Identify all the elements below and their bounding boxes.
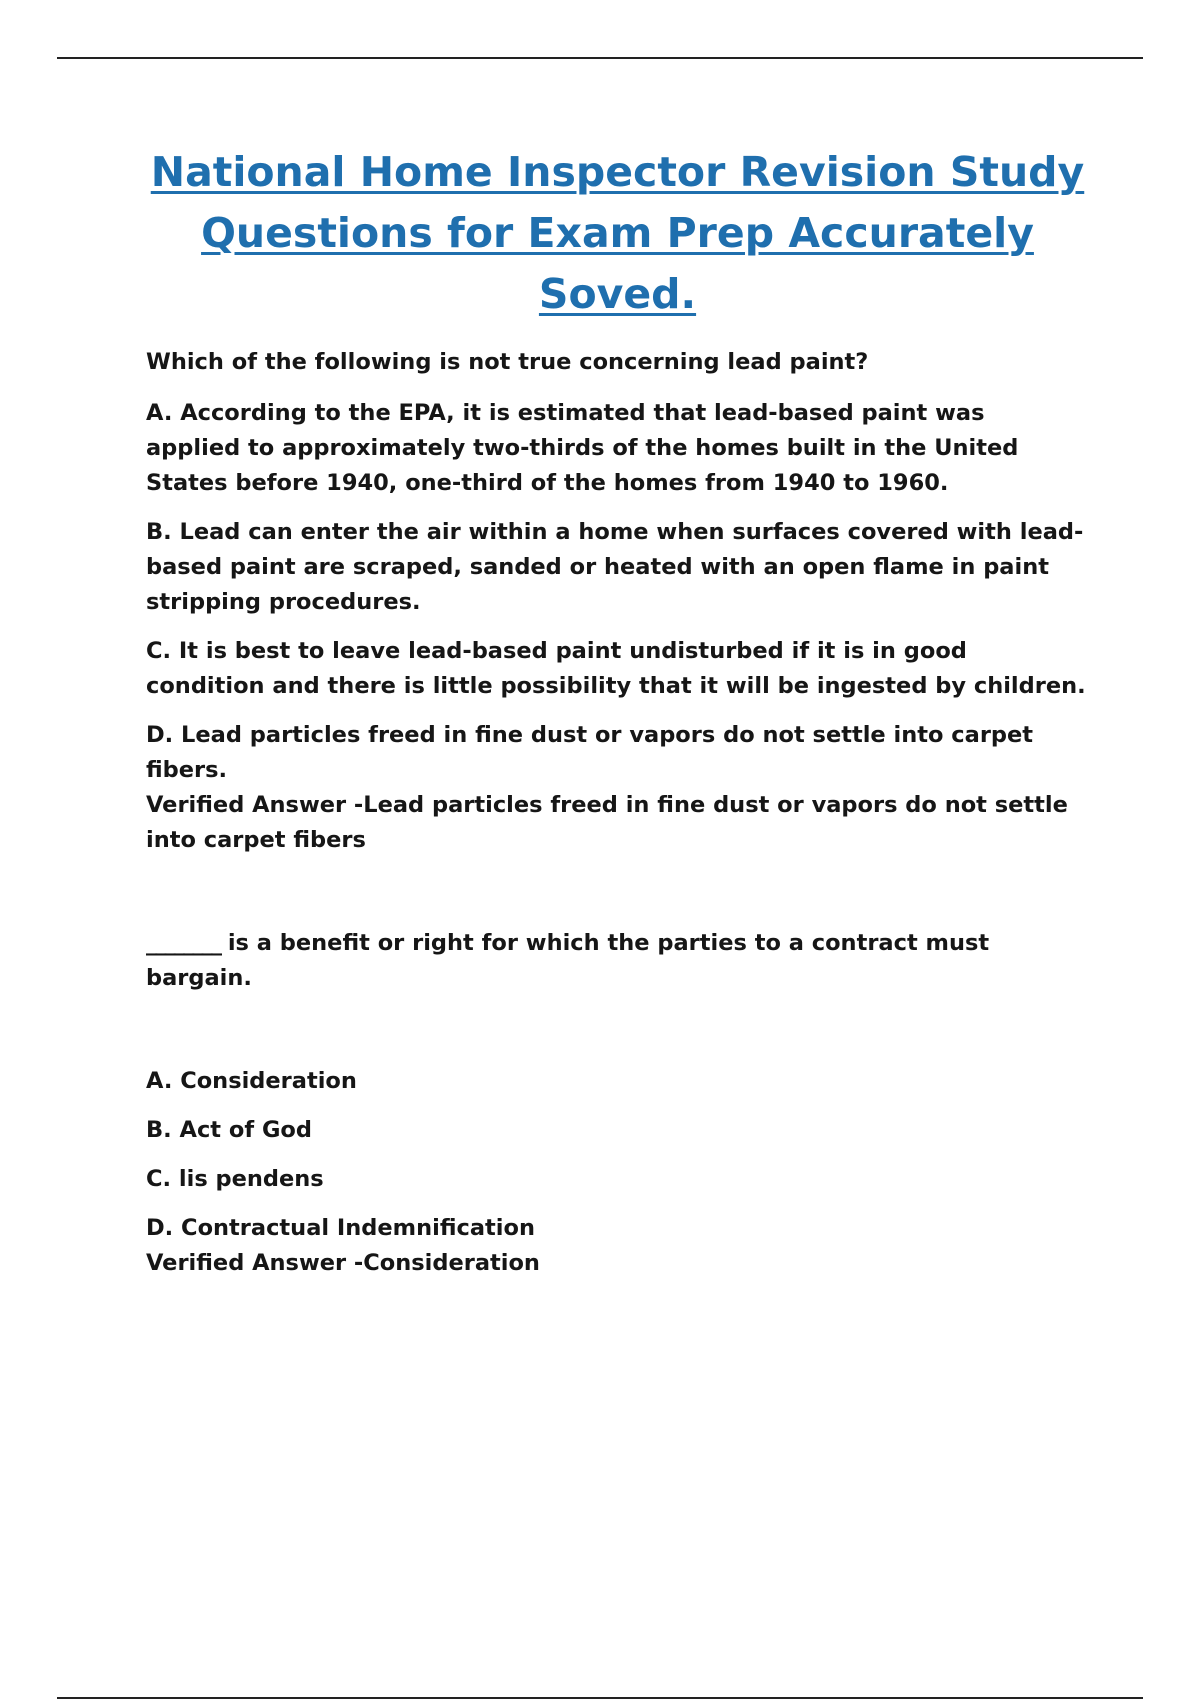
document-title: National Home Inspector Revision Study Questions for Exam Prep Accurately Soved. xyxy=(150,148,1085,318)
footer-rule xyxy=(57,1697,1143,1699)
answer-option: A. According to the EPA, it is estimated that lead-based paint was applied to approximately two-thirds of the homes built in the United States before 1940, one-third of the homes from 1940 to 1960. xyxy=(146,400,1019,496)
question-block xyxy=(146,926,1086,1281)
document-body xyxy=(146,345,1086,1281)
answer-option: A. Consideration xyxy=(146,1068,357,1094)
answer-option: B. Act of God xyxy=(146,1117,312,1143)
question-stem: Which of the following is not true concerning lead paint? xyxy=(146,349,869,375)
answer-option: B. Lead can enter the air within a home when surfaces covered with lead-based paint are scraped, sanded or heated with an open flame in paint stripping procedures. xyxy=(146,519,1084,615)
answer-option: C. lis pendens xyxy=(146,1166,324,1192)
question-block xyxy=(146,345,1086,858)
verified-answer: Verified Answer -Consideration xyxy=(146,1250,540,1276)
question-stem-text: is a benefit or right for which the parties to a contract must bargain. xyxy=(146,930,990,991)
answer-option: C. It is best to leave lead-based paint undisturbed if it is in good condition and there is little possibility that it will be ingested by children. xyxy=(146,638,1086,699)
question-stem xyxy=(146,926,1086,996)
answer-option: D. Lead particles freed in fine dust or vapors do not settle into carpet fibers. xyxy=(146,722,1034,783)
answer-option: D. Contractual Indemnification xyxy=(146,1215,535,1241)
fill-in-blank: ________ xyxy=(146,930,220,956)
verified-answer: Verified Answer -Lead particles freed in fine dust or vapors do not settle into carpet fibers xyxy=(146,792,1068,853)
header-rule xyxy=(57,57,1143,59)
